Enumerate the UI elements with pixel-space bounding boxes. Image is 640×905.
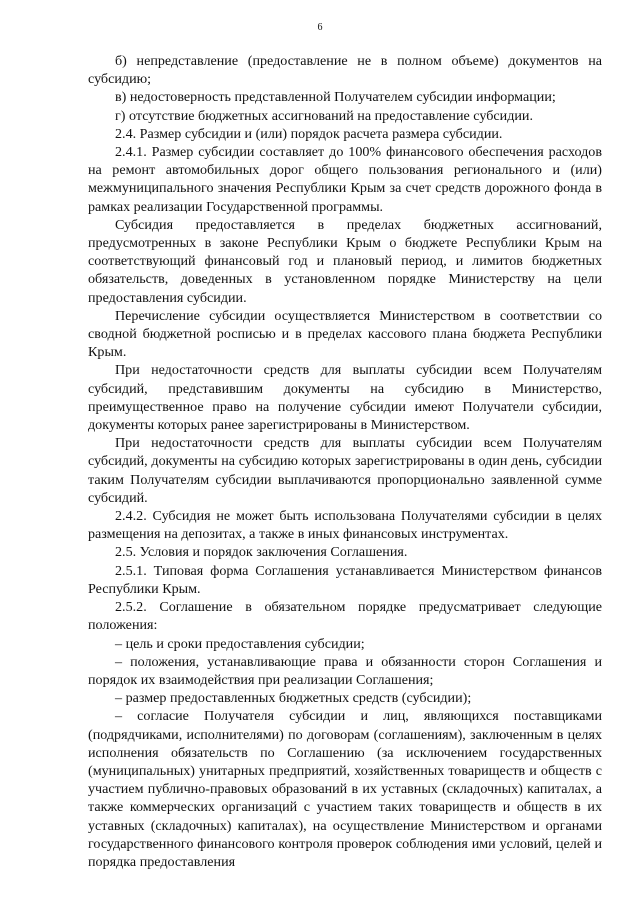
paragraph-2-4-1: 2.4.1. Размер субсидии составляет до 100% финансового обеспечения расходов на ремонт автомобильных дорог общего пользования регионального и (или) межмуниципального значения Республики Крым за счет средств дорожного фонда в рамках реализации Государственной программы. <box>88 144 602 215</box>
list-item-amount: – размер предоставленных бюджетных средств (субсидии); <box>115 690 472 707</box>
paragraph-refusal-b: б) непредставление (предоставление не в полном объеме) документов на субсидию; <box>88 53 602 88</box>
list-item-consent: – согласие Получателя субсидии и лиц, являющихся поставщиками (подрядчиками, исполнителями) по договорам (соглашениям), заключенным в целях исполнения обязательств по Соглашению (за исключением государственных (муниципальных) унитарных предприятий, хозяйственных товариществ и обществ с участием публично-правовых образований в их уставных (складочных) капиталах, а также коммерческих организаций с участием таких товариществ и обществ в их уставных (складочных) капиталах), на осуществление Министерством и органами государственного финансового контроля проверок соблюдения ими условий, целей и порядка предоставления <box>88 708 602 870</box>
paragraph-refusal-v: в) недостоверность представленной Получателем субсидии информации; <box>115 89 556 106</box>
paragraph-2-4-2: 2.4.2. Субсидия не может быть использована Получателями субсидии в целях размещения на депозитах, а также в иных финансовых инструментах. <box>88 508 602 543</box>
paragraph-budget-limits: Субсидия предоставляется в пределах бюджетных ассигнований, предусмотренных в законе Республики Крым о бюджете Республики Крым на соответствующий финансовый год и плановый период, и лимитов бюджетных обязательств, доведенных в установленном порядке Министерству на цели предоставления субсидии. <box>88 216 602 306</box>
section-heading-2-5: 2.5. Условия и порядок заключения Соглашения. <box>115 544 408 561</box>
list-item-purpose: – цель и сроки предоставления субсидии; <box>115 635 365 652</box>
paragraph-transfer: Перечисление субсидии осуществляется Министерством в соответствии со сводной бюджетной росписью и в пределах кассового плана бюджета Республики Крым. <box>88 307 602 361</box>
paragraph-2-5-1: 2.5.1. Типовая форма Соглашения устанавливается Министерством финансов Республики Крым. <box>88 562 602 597</box>
list-item-rights: – положения, устанавливающие права и обязанности сторон Соглашения и порядок их взаимодействия при реализации Соглашения; <box>88 653 602 688</box>
paragraph-refusal-g: г) отсутствие бюджетных ассигнований на предоставление субсидии. <box>115 107 533 124</box>
section-heading-2-4: 2.4. Размер субсидии и (или) порядок расчета размера субсидии. <box>115 125 503 142</box>
document-body <box>88 52 602 871</box>
page-number: 6 <box>317 22 323 33</box>
paragraph-2-5-2: 2.5.2. Соглашение в обязательном порядке предусматривает следующие положения: <box>88 599 602 634</box>
paragraph-proportional-payment: При недостаточности средств для выплаты субсидии всем Получателям субсидий, документы на субсидию которых зарегистрированы в один день, субсидии таким Получателям субсидии выплачиваются пропорционально заявленной сумме субсидий. <box>88 435 602 506</box>
paragraph-priority-right: При недостаточности средств для выплаты субсидии всем Получателям субсидий, представившим документы на субсидию в Министерство, преимущественное право на получение субсидии имеют Получатели субсидии, документы которых ранее зарегистрированы в Министерством. <box>88 362 602 434</box>
